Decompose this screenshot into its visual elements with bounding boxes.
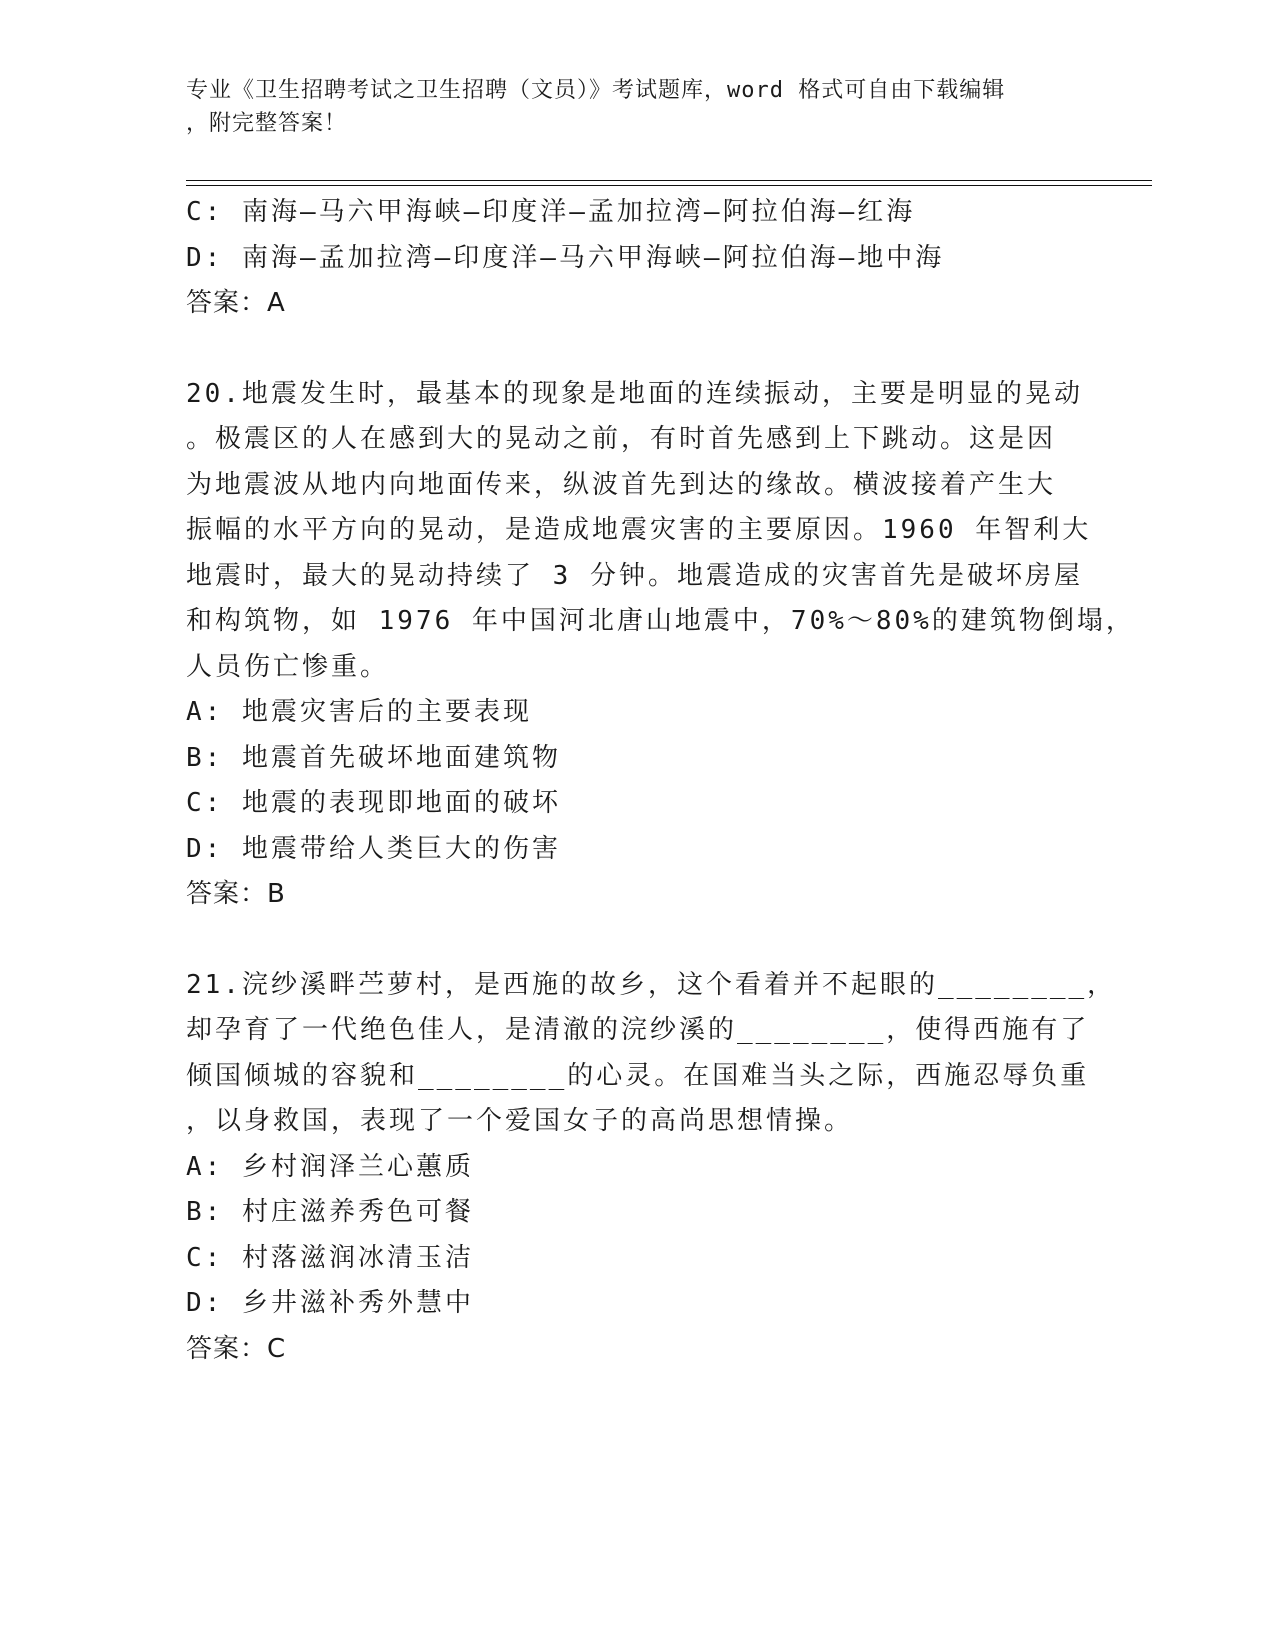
option-a: A: 乡村润泽兰心蕙质 bbox=[186, 1151, 474, 1182]
question-21 bbox=[186, 963, 1117, 1373]
question-stem-line: 却孕育了一代绝色佳人，是清澈的浣纱溪的________，使得西施有了 bbox=[186, 1015, 1090, 1045]
header-divider-top bbox=[186, 180, 1152, 181]
option-b: B: 地震首先破坏地面建筑物 bbox=[186, 742, 561, 773]
spacer bbox=[186, 327, 1086, 372]
question-stem-line: 21.浣纱溪畔苎萝村，是西施的故乡，这个看着并不起眼的________， bbox=[186, 969, 1117, 1000]
answer-label: 答案：C bbox=[186, 1333, 287, 1364]
question-stem-line: 人员伤亡惨重。 bbox=[186, 651, 390, 682]
option-c: C: 南海—马六甲海峡—印度洋—孟加拉湾—阿拉伯海—红海 bbox=[186, 197, 916, 227]
option-d: D: 地震带给人类巨大的伤害 bbox=[186, 833, 561, 864]
spacer bbox=[186, 918, 1086, 963]
option-c: C: 地震的表现即地面的破坏 bbox=[186, 788, 561, 818]
answer-label: 答案：B bbox=[186, 879, 286, 909]
question-stem-line: 。极震区的人在感到大的晃动之前，有时首先感到上下跳动。这是因 bbox=[186, 424, 1057, 454]
question-stem-line: ，以身救国，表现了一个爱国女子的高尚思想情操。 bbox=[186, 1106, 854, 1136]
question-stem-line: 倾国倾城的容貌和________的心灵。在国难当头之际，西施忍辱负重 bbox=[186, 1060, 1090, 1091]
question-stem-line: 地震时，最大的晃动持续了 3 分钟。地震造成的灾害首先是破坏房屋 bbox=[186, 560, 1083, 591]
question-20 bbox=[186, 372, 1135, 918]
header-line-1: 专业《卫生招聘考试之卫生招聘（文员）》考试题库，word 格式可自由下载编辑 bbox=[186, 78, 1006, 103]
question-19-tail bbox=[186, 190, 1086, 327]
option-b: B: 村庄滋养秀色可餐 bbox=[186, 1197, 474, 1227]
option-a: A: 地震灾害后的主要表现 bbox=[186, 697, 532, 727]
page-header bbox=[186, 74, 1066, 140]
option-d: D: 南海—孟加拉湾—印度洋—马六甲海峡—阿拉伯海—地中海 bbox=[186, 242, 945, 273]
header-line-2: ，附完整答案！ bbox=[186, 111, 348, 136]
option-c: C: 村落滋润冰清玉洁 bbox=[186, 1242, 474, 1273]
answer-label: 答案：A bbox=[186, 288, 286, 318]
document-body bbox=[186, 190, 1135, 1372]
question-stem-line: 20.地震发生时，最基本的现象是地面的连续振动，主要是明显的晃动 bbox=[186, 378, 1083, 409]
question-stem-line: 为地震波从地内向地面传来，纵波首先到达的缘故。横波接着产生大 bbox=[186, 469, 1057, 500]
question-stem-line: 和构筑物，如 1976 年中国河北唐山地震中，70%～80%的建筑物倒塌， bbox=[186, 606, 1135, 636]
question-stem-line: 振幅的水平方向的晃动，是造成地震灾害的主要原因。1960 年智利大 bbox=[186, 515, 1092, 545]
option-d: D: 乡井滋补秀外慧中 bbox=[186, 1288, 474, 1318]
header-divider-bottom bbox=[186, 185, 1152, 186]
